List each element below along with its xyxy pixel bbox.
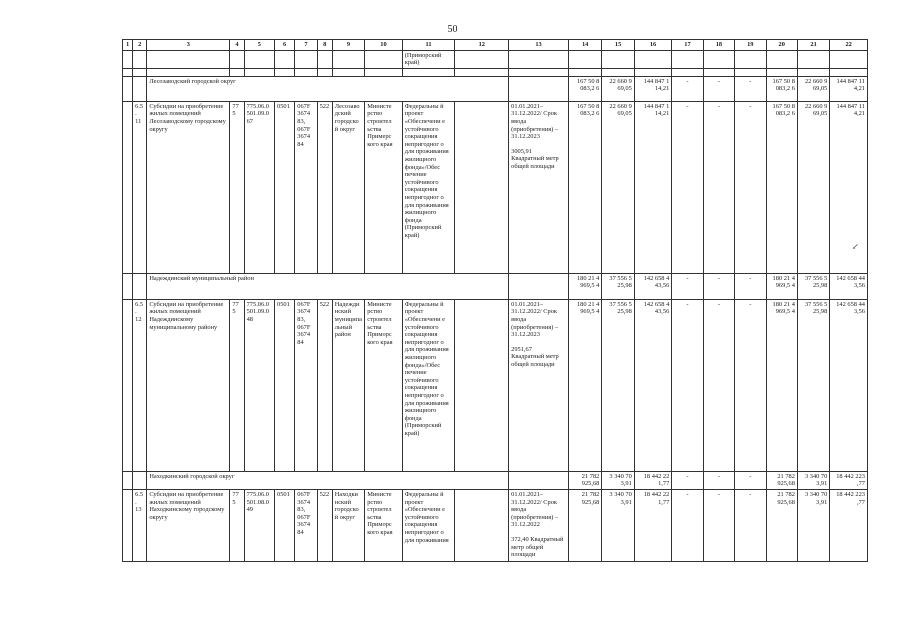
header-cell: 15 <box>602 40 634 51</box>
code-cell: 0501 <box>275 101 295 273</box>
recipient-cell: Находки нский городско й округ <box>332 489 364 561</box>
item-number: 6.5. 11 <box>133 101 147 273</box>
project-cell: (Приморский край) <box>402 50 455 68</box>
dash-cell: - <box>735 489 766 561</box>
dash-cell: - <box>735 273 766 299</box>
amount-cell: 144 847 11 4,21 <box>830 76 868 101</box>
header-cell: 2 <box>133 40 147 51</box>
dash-cell: - <box>703 471 734 489</box>
amount-cell: 18 442 223 ,77 <box>830 471 868 489</box>
dash-cell: - <box>703 76 734 101</box>
dash-cell: - <box>735 76 766 101</box>
code-cell: 0501 <box>275 299 295 471</box>
project-cell: Федеральны й проект «Обеспечени е устойчивого сокращения непригодног о для проживания жилищного фонда»/Обес печение устойчивого сокращения непригодног о для проживания жилищного фонда (Приморский край) <box>402 299 455 471</box>
header-cell: 10 <box>365 40 403 51</box>
header-cell: 1 <box>123 40 133 51</box>
amount-cell: 22 660 9 69,05 <box>602 101 634 273</box>
subtotal-row <box>123 471 868 489</box>
dash-cell: - <box>672 76 703 101</box>
amount-cell: 167 50 8 083,2 6 <box>766 101 797 273</box>
executor-cell: Министе рство строител ьства Приморс кого края <box>365 299 403 471</box>
executor-cell: Министе рство строител ьства Примерс кого края <box>365 101 403 273</box>
header-row <box>123 40 868 51</box>
header-cell: 6 <box>275 40 295 51</box>
code-cell: 067F 3674 83, 067F 3674 84 <box>295 299 317 471</box>
municipality-name: Лесозаводский городской округ <box>147 76 509 101</box>
amount-cell: 21 782 925,68 <box>766 489 797 561</box>
header-cell: 19 <box>735 40 766 51</box>
dash-cell: - <box>703 273 734 299</box>
amount-cell: 21 782 925,68 <box>766 471 797 489</box>
code-cell: 522 <box>317 489 332 561</box>
subtotal-row <box>123 273 868 299</box>
amount-cell: 142 658 4 43,56 <box>634 299 672 471</box>
budget-table <box>122 39 868 562</box>
amount-cell: 21 782 925,68 <box>568 489 601 561</box>
code-cell: 775 <box>230 299 244 471</box>
header-cell: 9 <box>332 40 364 51</box>
header-cell: 14 <box>568 40 601 51</box>
dash-cell: - <box>735 299 766 471</box>
table-row <box>123 299 868 471</box>
amount-cell: 3 340 70 3,91 <box>602 489 634 561</box>
code-cell: 775 <box>230 489 244 561</box>
code-cell: 067F 3674 83, 067F 3674 84 <box>295 101 317 273</box>
term-cell <box>509 489 569 561</box>
amount-cell: 167 50 8 083,2 6 <box>766 76 797 101</box>
amount-cell: 22 660 9 69,05 <box>602 76 634 101</box>
amount-cell: 3 340 70 3,91 <box>797 489 829 561</box>
header-cell: 3 <box>147 40 230 51</box>
amount-cell: 180 21 4 969,5 4 <box>766 299 797 471</box>
dash-cell: - <box>672 489 703 561</box>
item-number: 6.5. 12 <box>133 299 147 471</box>
code-cell: 775 <box>230 101 244 273</box>
amount-cell: 37 556 5 25,98 <box>602 273 634 299</box>
code-cell: 0501 <box>275 489 295 561</box>
term-text: 01.01.2021– 31.12.2022/ Срок ввода (приобретения) – 31.12.2023 <box>511 102 559 141</box>
amount-cell: 3 340 70 3,91 <box>602 471 634 489</box>
term-cell <box>509 101 569 273</box>
municipality-name: Надеждинский муниципальный район <box>147 273 509 299</box>
amount-cell: 18 442 22 1,77 <box>634 489 672 561</box>
header-cell: 22 <box>830 40 868 51</box>
pen-mark: ↙ <box>852 242 859 251</box>
amount-cell: 22 660 9 69,05 <box>797 76 829 101</box>
executor-cell: Министе рство строител ьства Приморс кого края <box>365 489 403 561</box>
amount-cell: 167 50 8 083,2 6 <box>568 101 601 273</box>
header-cell: 17 <box>672 40 703 51</box>
header-cell: 21 <box>797 40 829 51</box>
amount-cell: 37 556 5 25,98 <box>797 299 829 471</box>
area-text: 372,40 Квадратный метр общей площади <box>511 535 564 559</box>
dash-cell: - <box>735 471 766 489</box>
item-description: Субсидии на приобретение жилых помещений Надеждинскому муниципальному району <box>147 299 230 471</box>
term-text: 01.01.2021– 31.12.2022/ Срок ввода (приобретения) – 31.12.2022 <box>511 490 559 529</box>
amount-cell: 22 660 9 69,05 <box>797 101 829 273</box>
amount-cell: 144 847 11 4,21 <box>830 101 868 273</box>
code-cell: 067F 3674 83, 067F 3674 84 <box>295 489 317 561</box>
recipient-cell: Надежди нский муниципа льный район <box>332 299 364 471</box>
amount-cell: 3 340 70 3,91 <box>797 471 829 489</box>
amount-cell: 180 21 4 969,5 4 <box>568 273 601 299</box>
project-cell: Федеральны й проект «Обеспечени е устойчивого сокращения непригодног о для проживания жилищного фонда»/Обес печение устойчивого сокращения непригодног о для проживания жилищного фонда (Приморский край) <box>402 101 455 273</box>
header-cell: 16 <box>634 40 672 51</box>
item-description: Субсидии на приобретение жилых помещений Лесозаводскому городскому округу <box>147 101 230 273</box>
header-cell: 12 <box>455 40 509 51</box>
amount-cell: 21 782 925,68 <box>568 471 601 489</box>
amount-cell: 18 442 223 ,77 <box>830 489 868 561</box>
code-cell: 522 <box>317 101 332 273</box>
dash-cell: - <box>672 471 703 489</box>
dash-cell: - <box>735 101 766 273</box>
dash-cell: - <box>672 299 703 471</box>
amount-cell: 142 658 44 3,56 <box>830 299 868 471</box>
header-cell: 20 <box>766 40 797 51</box>
item-description: Субсидии на приобретение жилых помещений Находкинскому городскому округу <box>147 489 230 561</box>
amount-cell: 142 658 4 43,56 <box>634 273 672 299</box>
amount-cell: 18 442 22 1,77 <box>634 471 672 489</box>
header-cell: 4 <box>230 40 244 51</box>
dash-cell: - <box>672 101 703 273</box>
code-cell: 775.06.0 501.09.0 48 <box>244 299 274 471</box>
project-cell: Федеральны й проект «Обеспечени е устойчивого сокращения непригодног о для проживания <box>402 489 455 561</box>
area-text: 2951,67 Квадратный метр общей площади <box>511 345 559 368</box>
item-number: 6.5. 13 <box>133 489 147 561</box>
dash-cell: - <box>703 299 734 471</box>
amount-cell: 144 847 1 14,21 <box>634 101 672 273</box>
recipient-cell: Лесозаво дский городско й округ <box>332 101 364 273</box>
municipality-name: Находкинский городской округ <box>147 471 509 489</box>
amount-cell: 180 21 4 969,5 4 <box>568 299 601 471</box>
code-cell: 775.06.0 501.08.0 49 <box>244 489 274 561</box>
page-number: 50 <box>447 24 458 35</box>
table-row <box>123 489 868 561</box>
header-cell: 7 <box>295 40 317 51</box>
header-cell: 18 <box>703 40 734 51</box>
term-text: 01.01.2021– 31.12.2022/ Срок ввода (приобретения) – 31.12.2023 <box>511 300 559 339</box>
header-cell: 5 <box>244 40 274 51</box>
amount-cell: 142 658 44 3,56 <box>830 273 868 299</box>
amount-cell: 37 556 5 25,98 <box>797 273 829 299</box>
table-row <box>123 101 868 273</box>
dash-cell: - <box>672 273 703 299</box>
amount-cell: 37 556 5 25,98 <box>602 299 634 471</box>
dash-cell: - <box>703 489 734 561</box>
term-cell <box>509 299 569 471</box>
header-cell: 8 <box>317 40 332 51</box>
spacer-row <box>123 68 868 76</box>
code-cell: 522 <box>317 299 332 471</box>
header-cell: 13 <box>509 40 569 51</box>
amount-cell: 167 50 8 083,2 6 <box>568 76 601 101</box>
header-cell: 11 <box>402 40 455 51</box>
continuation-row <box>123 50 868 68</box>
amount-cell: 144 847 1 14,21 <box>634 76 672 101</box>
code-cell: 775.06.0 501.09.0 67 <box>244 101 274 273</box>
amount-cell: 180 21 4 969,5 4 <box>766 273 797 299</box>
area-text: 3005,91 Квадратный метр общей площади <box>511 147 559 170</box>
dash-cell: - <box>703 101 734 273</box>
subtotal-row <box>123 76 868 101</box>
